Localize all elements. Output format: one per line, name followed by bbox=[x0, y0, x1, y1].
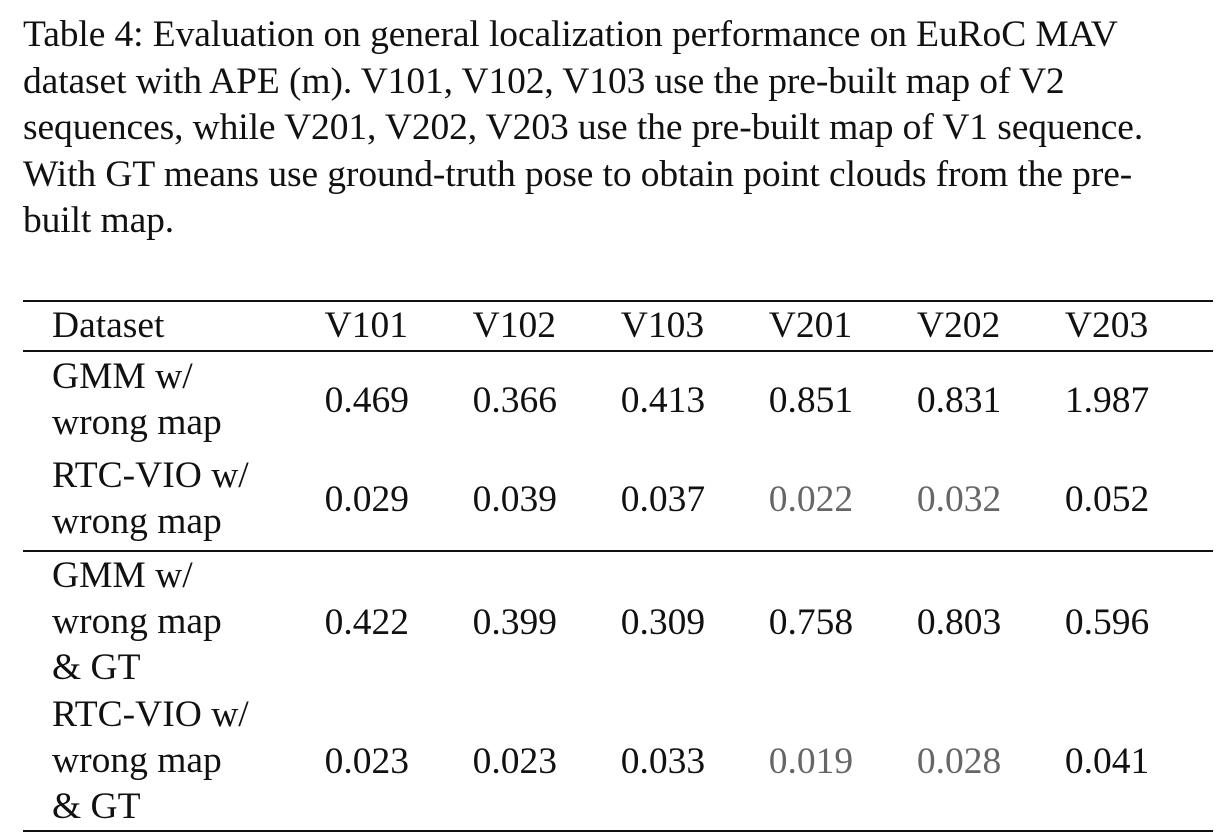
row-label-line: RTC-VIO w/ bbox=[52, 694, 249, 735]
cell-v201: 0.851 bbox=[768, 379, 854, 421]
cell-v101: 0.023 bbox=[324, 740, 409, 782]
results-table bbox=[23, 300, 1213, 832]
row-label-line: RTC-VIO w/ bbox=[52, 455, 249, 496]
table-header-row bbox=[23, 301, 1213, 351]
table-row-gmm-wrong-map-gt bbox=[23, 551, 1213, 692]
cell-v202: 0.032 bbox=[916, 478, 1002, 520]
row-label-line: & GT bbox=[52, 786, 141, 827]
header-v202: V202 bbox=[916, 305, 1001, 346]
row-label-line: wrong map bbox=[52, 601, 222, 642]
cell-v203: 0.596 bbox=[1065, 551, 1213, 692]
cell-v202: 0.028 bbox=[916, 740, 1002, 782]
header-v102: V102 bbox=[472, 305, 557, 346]
cell-v101: 0.469 bbox=[324, 379, 409, 421]
cell-v202: 0.831 bbox=[916, 379, 1002, 421]
cell-v103: 0.033 bbox=[620, 740, 706, 782]
cell-v103: 0.309 bbox=[621, 551, 769, 692]
row-label-line: GMM w/ bbox=[52, 356, 193, 397]
header-v103: V103 bbox=[620, 305, 705, 346]
row-label-line: & GT bbox=[52, 647, 141, 688]
row-label-line: wrong map bbox=[52, 501, 222, 542]
header-v101: V101 bbox=[324, 305, 408, 346]
table-row-rtcvio-wrong-map bbox=[23, 448, 1213, 551]
row-label bbox=[23, 692, 325, 831]
table-caption bbox=[23, 12, 1193, 245]
cell-v203: 1.987 bbox=[1064, 379, 1150, 421]
row-label-line: GMM w/ bbox=[52, 555, 193, 596]
cell-v203: 0.041 bbox=[1064, 740, 1150, 782]
header-v201: V201 bbox=[768, 305, 853, 346]
row-label bbox=[23, 448, 325, 551]
table-row-gmm-wrong-map bbox=[23, 351, 1213, 448]
row-label bbox=[23, 351, 325, 448]
cell-v202: 0.803 bbox=[917, 551, 1065, 692]
row-label-line: wrong map bbox=[52, 740, 222, 781]
cell-v102: 0.366 bbox=[472, 379, 558, 421]
cell-v201: 0.022 bbox=[768, 478, 854, 520]
cell-v201: 0.758 bbox=[769, 551, 917, 692]
cell-v102: 0.399 bbox=[473, 551, 621, 692]
table-row-rtcvio-wrong-map-gt bbox=[23, 692, 1213, 831]
caption-text: Table 4: Evaluation on general localization performance on EuRoC MAV dataset with APE (m). V101, V102, V103 use the pre-built map of V2 sequences, while V201, V202, V203 use the pre-built map of V1 sequence. With GT means use ground-truth pose to obtain point clouds from the pre-built map. bbox=[23, 14, 1144, 241]
row-label-line: wrong map bbox=[52, 402, 222, 443]
cell-v101: 0.422 bbox=[325, 551, 473, 692]
cell-v101: 0.029 bbox=[324, 478, 409, 520]
row-label bbox=[23, 551, 325, 692]
cell-v103: 0.413 bbox=[620, 379, 706, 421]
header-v203: V203 bbox=[1064, 305, 1149, 346]
cell-v103: 0.037 bbox=[620, 478, 706, 520]
cell-v203: 0.052 bbox=[1064, 478, 1150, 520]
cell-v102: 0.039 bbox=[472, 478, 558, 520]
header-dataset: Dataset bbox=[52, 305, 165, 346]
cell-v102: 0.023 bbox=[472, 740, 558, 782]
cell-v201: 0.019 bbox=[768, 740, 854, 782]
